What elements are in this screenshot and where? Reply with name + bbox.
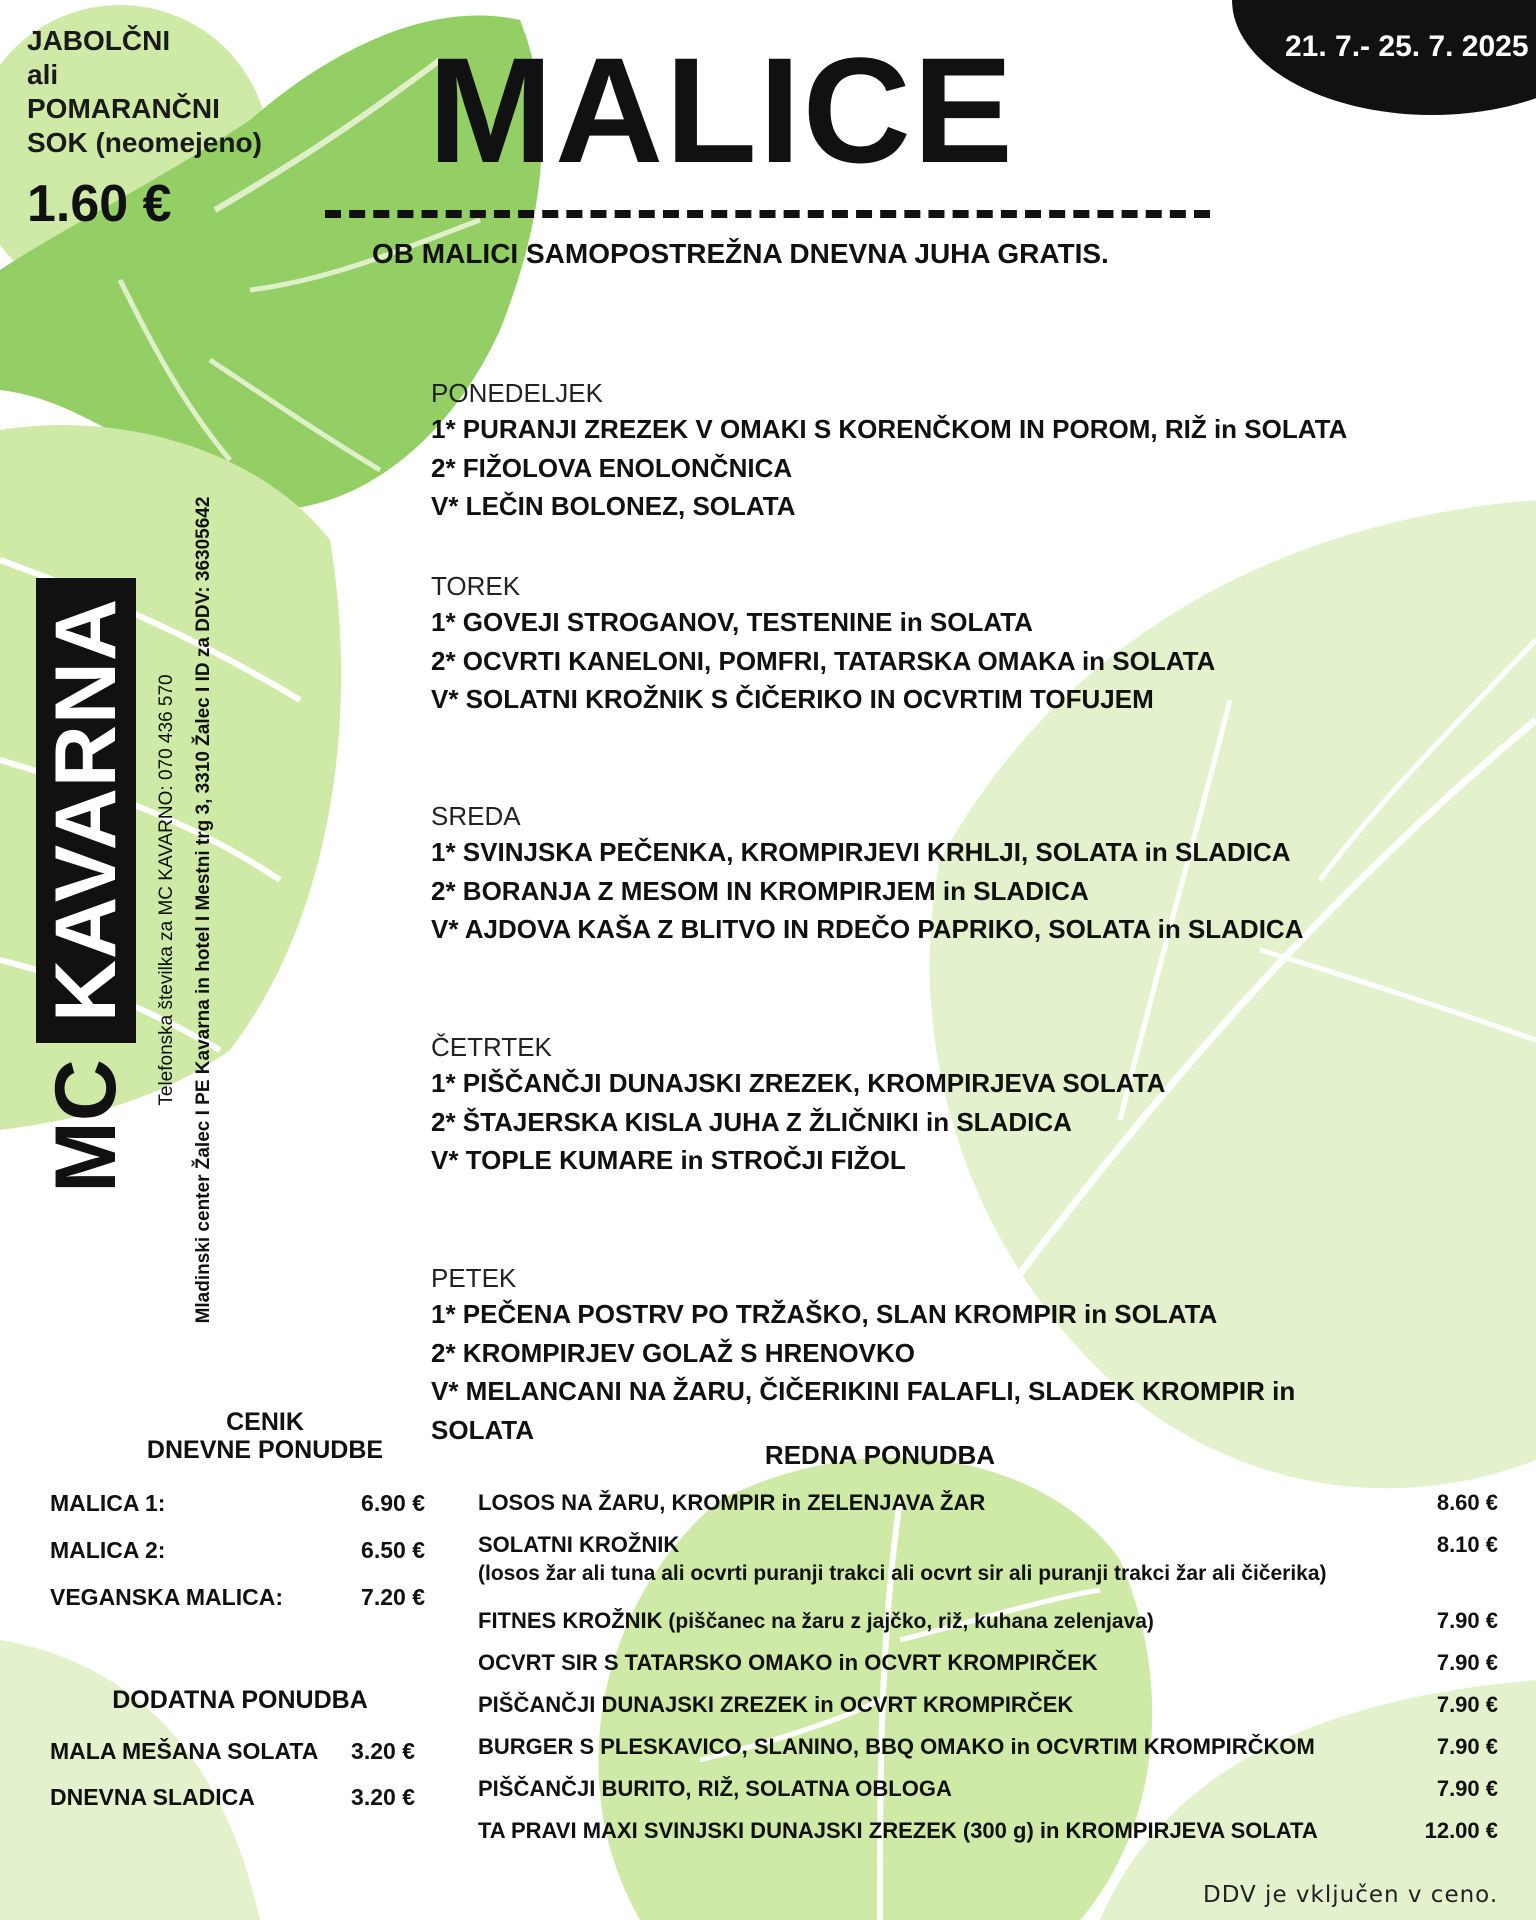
price-item-value: 6.90 € (361, 1490, 425, 1516)
redna-heading: REDNA PONUDBA (764, 1440, 996, 1470)
price-item-value: 3.20 € (351, 1784, 415, 1810)
page-title: MALICE (428, 26, 1015, 194)
dish-item: 2* ŠTAJERSKA KISLA JUHA Z ŽLIČNIKI in SLADICA (431, 1106, 1072, 1137)
price-item-name: MALA MEŠANA SOLATA (50, 1738, 319, 1764)
dish-item: V* SOLATNI KROŽNIK S ČIČERIKO IN OCVRTIM TOFUJEM (431, 684, 1154, 714)
price-item-value: 8.10 € (1436, 1532, 1498, 1557)
solatni-options-note: (losos žar ali tuna ali ocvrti puranji trakci ali ocvrt sir ali puranji trakci žar ali čičerika) (478, 1562, 1327, 1585)
price-item-name: SOLATNI KROŽNIK (478, 1532, 680, 1557)
brand-mc: MC (38, 1059, 134, 1193)
dish-item: 1* SVINJSKA PEČENKA, KROMPIRJEVI KRHLJI, SOLATA in SLADICA (431, 837, 1291, 867)
day-tuesday (431, 569, 1215, 719)
price-item-value: 7.20 € (361, 1584, 425, 1610)
cenik-heading-line-1: CENIK (226, 1408, 304, 1436)
price-item-name: LOSOS NA ŽARU, KROMPIR in ZELENJAVA ŽAR (478, 1490, 986, 1515)
price-item-name: PIŠČANČJI DUNAJSKI ZREZEK in OCVRT KROMPIRČEK (478, 1692, 1074, 1717)
price-item-name: DNEVNA SLADICA (50, 1784, 255, 1810)
dish-item: V* LEČIN BOLONEZ, SOLATA (431, 491, 796, 521)
price-item-name: PIŠČANČJI BURITO, RIŽ, SOLATNA OBLOGA (478, 1776, 952, 1801)
dish-item: 2* BORANJA Z MESOM IN KROMPIRJEM in SLADICA (431, 875, 1089, 906)
day-name: SREDA (431, 801, 521, 831)
dish-item: V* TOPLE KUMARE in STROČJI FIŽOL (431, 1145, 906, 1175)
price-item-name: MALICA 2: (50, 1537, 166, 1563)
dish-item: 1* PEČENA POSTRV PO TRŽAŠKO, SLAN KROMPIR in SOLATA (431, 1299, 1218, 1329)
leaf-bottom (598, 1457, 1152, 1920)
day-name: ČETRTEK (431, 1032, 552, 1062)
leaf-bottom-left (0, 1640, 260, 1920)
contact-address: Mladinski center Žalec I PE Kavarna in hotel I Mestni trg 3, 3310 Žalec I ID za DDV: 36305642 (193, 496, 214, 1324)
price-item-name: VEGANSKA MALICA: (50, 1584, 283, 1610)
price-item-name: BURGER S PLESKAVICO, SLANINO, BBQ OMAKO in OCVRTIM KROMPIRČKOM (478, 1734, 1315, 1759)
contact-phone: Telefonska številka za MC KAVARNO: 070 436 570 (156, 674, 177, 1106)
dodatna-heading: DODATNA PONUDBA (112, 1686, 368, 1714)
dish-item: 2* OCVRTI KANELONI, POMFRI, TATARSKA OMAKA in SOLATA (431, 645, 1216, 676)
dish-item: V* MELANCANI NA ŽARU, ČIČERIKINI FALAFLI, SLADEK KROMPIR in (431, 1376, 1296, 1406)
vat-note: DDV je vključen v ceno. (1203, 1882, 1499, 1908)
day-name: PONEDELJEK (431, 378, 603, 408)
juice-line-4: SOK (neomejeno) (27, 127, 262, 158)
dashed-divider (325, 210, 1210, 218)
price-item-value: 7.90 € (1436, 1650, 1498, 1675)
date-range: 21. 7.- 25. 7. 2025 (1285, 30, 1529, 63)
price-item-value: 7.90 € (1436, 1776, 1498, 1801)
day-name: PETEK (431, 1263, 517, 1293)
soup-notice: OB MALICI SAMOPOSTREŽNA DNEVNA JUHA GRATIS. (372, 238, 1109, 269)
dish-item: 2* FIŽOLOVA ENOLONČNICA (431, 452, 793, 483)
day-thursday (431, 1030, 1165, 1180)
price-item-value: 3.20 € (351, 1738, 415, 1764)
cenik-heading-line-2: DNEVNE PONUDBE (146, 1436, 384, 1464)
juice-line-2: ali (27, 59, 59, 90)
price-item-name: MALICA 1: (50, 1490, 166, 1516)
juice-price: 1.60 € (27, 175, 172, 233)
price-item-value: 12.00 € (1424, 1818, 1498, 1843)
price-item-name: TA PRAVI MAXI SVINJSKI DUNAJSKI ZREZEK (300 g) in KROMPIRJEVA SOLATA (478, 1818, 1318, 1843)
price-item-value: 7.90 € (1436, 1692, 1498, 1717)
juice-line-3: POMARANČNI (27, 93, 220, 124)
dish-item: V* AJDOVA KAŠA Z BLITVO IN RDEČO PAPRIKO, SOLATA in SLADICA (431, 914, 1304, 944)
day-wednesday (431, 799, 1303, 949)
price-item-value: 6.50 € (361, 1537, 425, 1563)
price-item-value: 7.90 € (1436, 1608, 1498, 1633)
brand-kavarna: KAVARNA (38, 597, 134, 1023)
price-item-note: (piščanec na žaru z jajčko, riž, kuhana zelenjava) (662, 1610, 1154, 1633)
dish-item: 2* KROMPIRJEV GOLAŽ S HRENOVKO (431, 1337, 915, 1368)
juice-line-1: JABOLČNI (27, 25, 171, 56)
dish-item: 1* GOVEJI STROGANOV, TESTENINE in SOLATA (431, 607, 1033, 637)
price-item-name (478, 1608, 1154, 1634)
price-item-name: OCVRT SIR S TATARSKO OMAKO in OCVRT KROMPIRČEK (478, 1650, 1098, 1675)
dish-item: SOLATA (431, 1414, 535, 1445)
day-name: TOREK (431, 571, 521, 601)
price-item-value: 7.90 € (1436, 1734, 1498, 1759)
price-item-title: FITNES KROŽNIK (478, 1608, 663, 1633)
price-item-value: 8.60 € (1436, 1490, 1498, 1515)
dish-item: 1* PURANJI ZREZEK V OMAKI S KORENČKOM IN POROM, RIŽ in SOLATA (431, 414, 1348, 444)
dish-item: 1* PIŠČANČJI DUNAJSKI ZREZEK, KROMPIRJEVA SOLATA (431, 1068, 1166, 1098)
juice-offer (27, 24, 297, 234)
day-friday (431, 1261, 1295, 1449)
cenik-heading (100, 1408, 430, 1464)
day-monday (431, 376, 1347, 526)
